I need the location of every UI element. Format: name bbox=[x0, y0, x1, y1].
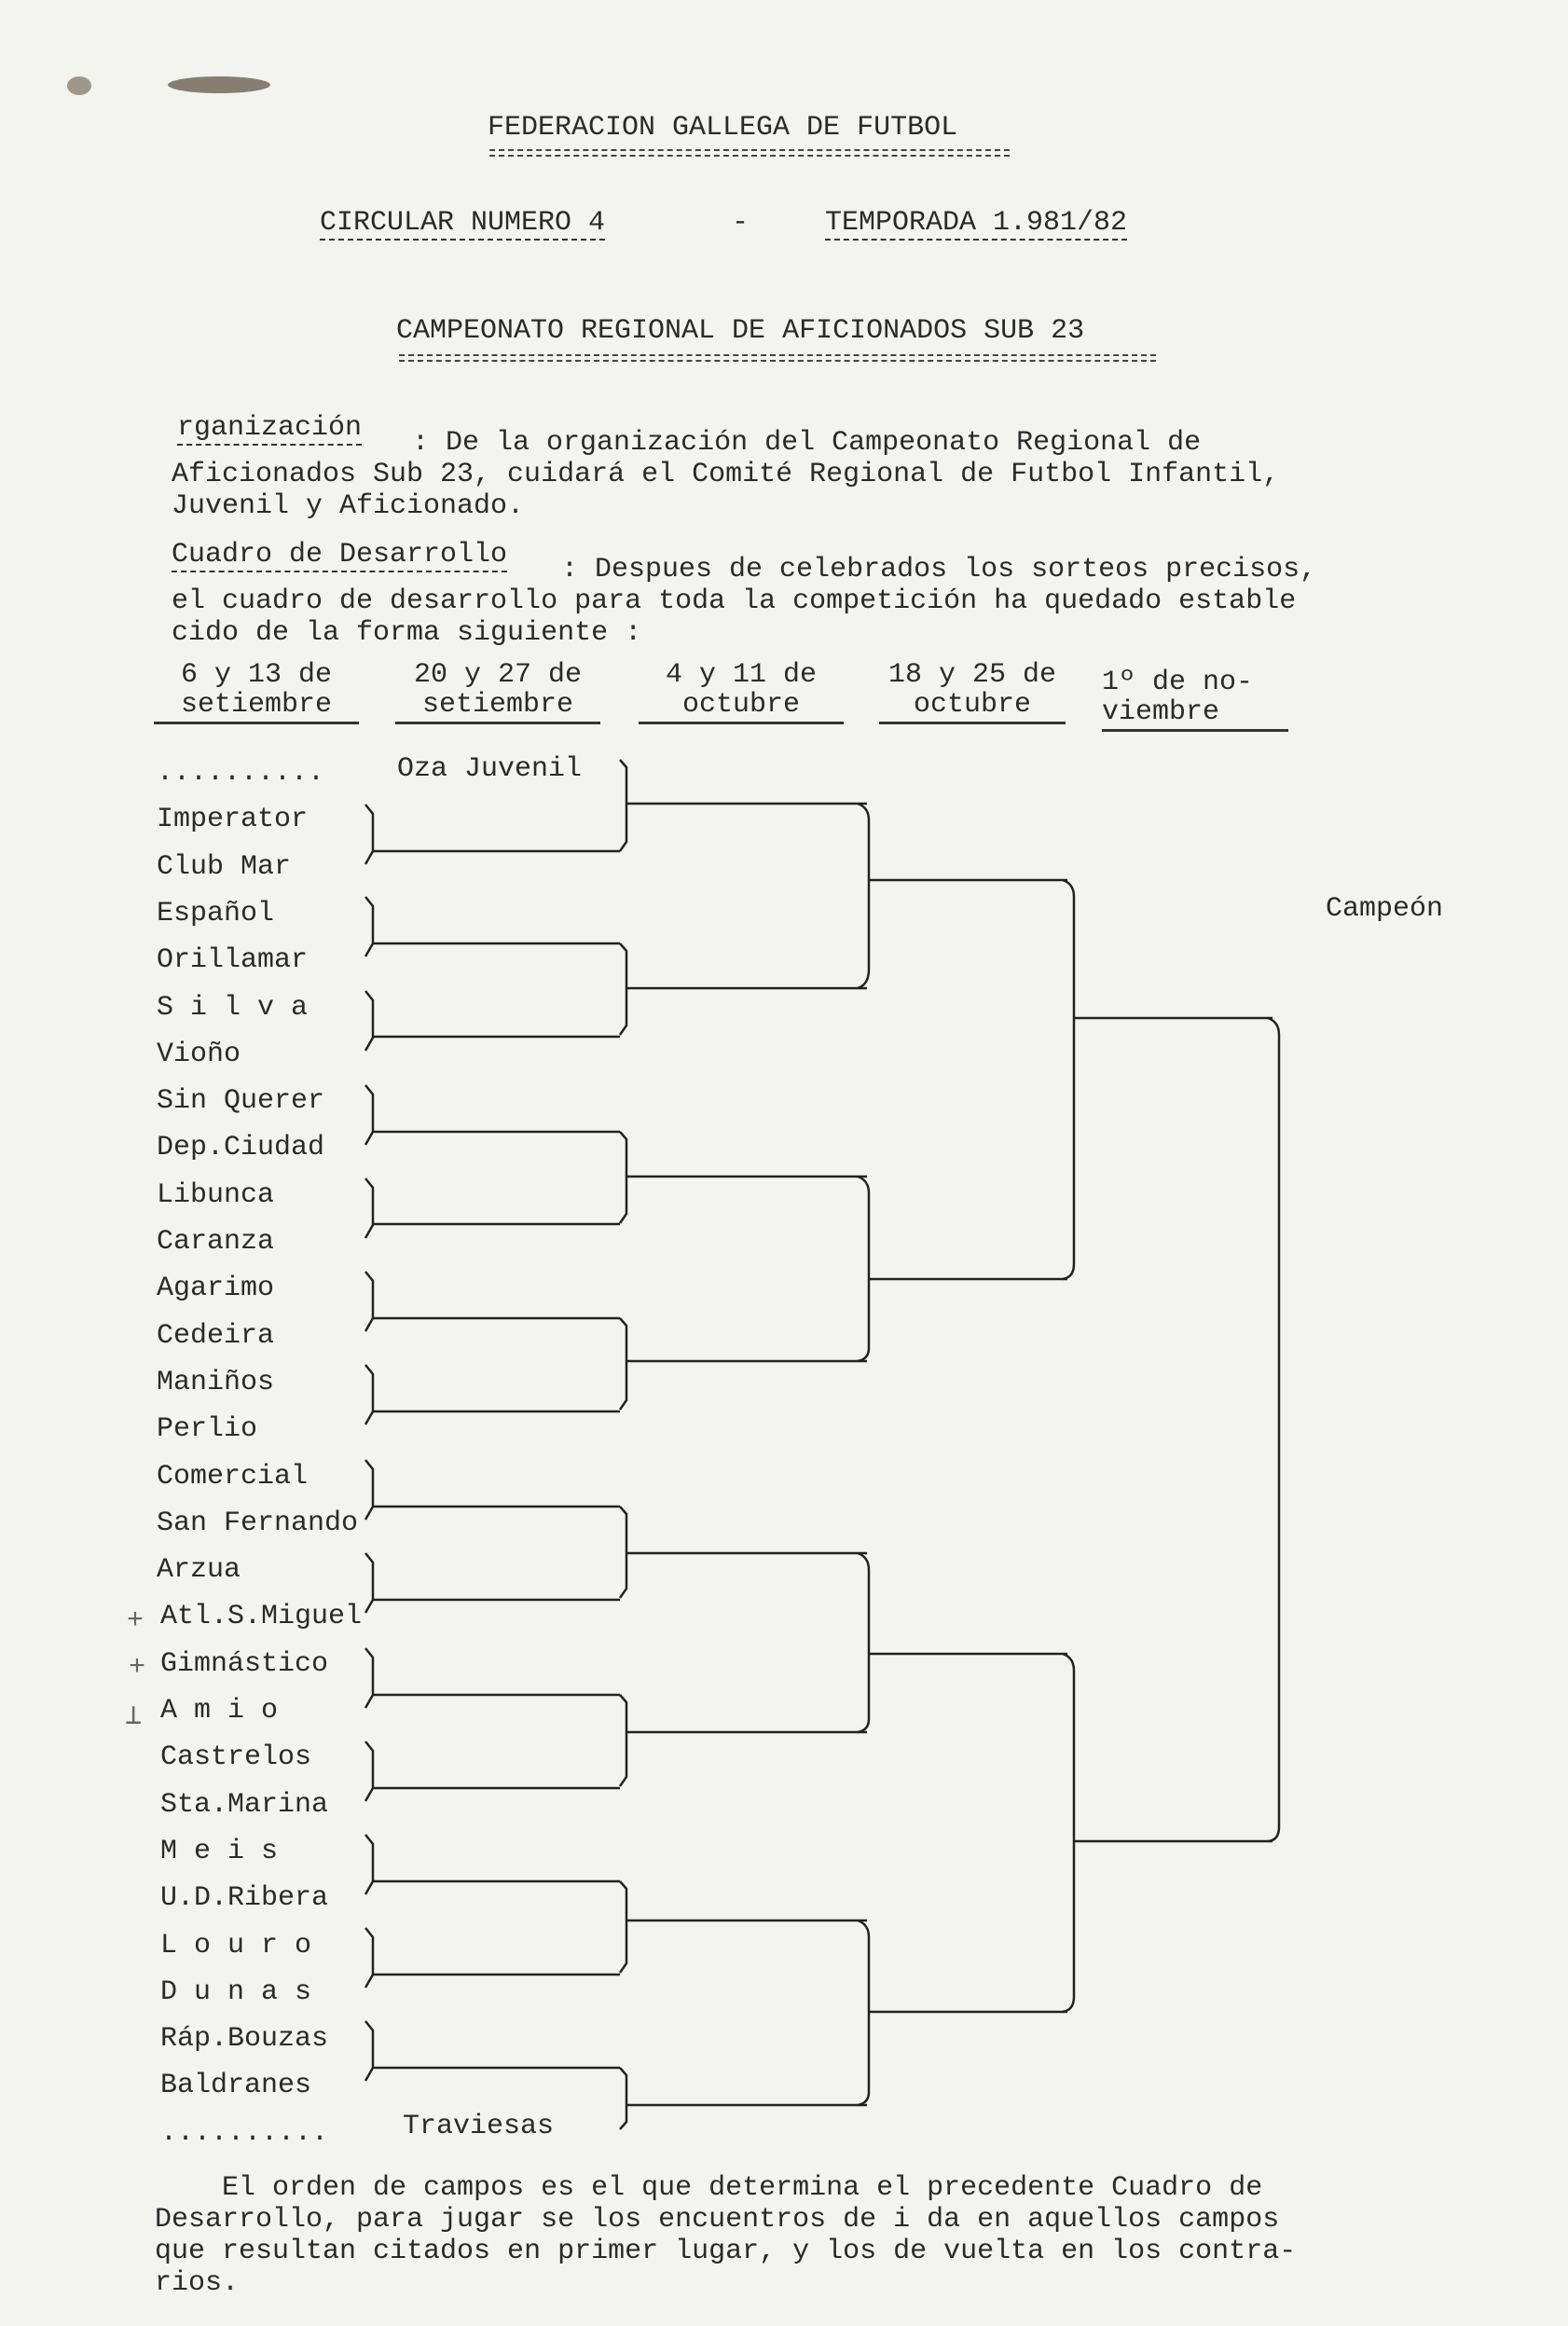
margin-mark: + bbox=[129, 1652, 146, 1684]
team-name: Comercial bbox=[157, 1461, 309, 1493]
connector bbox=[365, 897, 620, 957]
team-name: Club Mar bbox=[157, 851, 292, 883]
connector bbox=[365, 1272, 620, 1331]
team-name: Sin Querer bbox=[157, 1085, 325, 1117]
connector bbox=[365, 1460, 620, 1520]
team-name: Atl.S.Miguel bbox=[160, 1601, 363, 1632]
team-name: Cedeira bbox=[157, 1320, 275, 1352]
team-name: Español bbox=[157, 898, 275, 929]
connector bbox=[620, 1318, 867, 1410]
team-name: Gimnástico bbox=[160, 1648, 329, 1680]
connector bbox=[365, 1365, 620, 1425]
round-2-connectors bbox=[620, 760, 867, 2129]
connector bbox=[365, 1178, 620, 1238]
season-label: TEMPORADA 1.981/82 bbox=[825, 207, 1128, 239]
margin-mark: + bbox=[127, 1605, 144, 1637]
cuadro-label: Cuadro de Desarrollo bbox=[172, 539, 508, 571]
team-name: A m i o bbox=[160, 1695, 279, 1727]
connector bbox=[620, 1695, 867, 1786]
connector bbox=[858, 1920, 1067, 2105]
bye-team-bottom: Traviesas bbox=[403, 2111, 555, 2142]
connector bbox=[858, 1177, 1067, 1361]
team-name: Sta.Marina bbox=[160, 1789, 329, 1821]
connector bbox=[858, 1553, 1067, 1732]
team-name: D u n a s bbox=[160, 1976, 312, 2008]
round-3-connectors bbox=[858, 804, 1067, 2105]
connector bbox=[858, 804, 1067, 988]
team-name: Arzua bbox=[157, 1554, 241, 1586]
circular-number: CIRCULAR NUMERO 4 bbox=[320, 207, 606, 239]
team-name: Maniños bbox=[157, 1367, 275, 1398]
championship-title: CAMPEONATO REGIONAL DE AFICIONADOS SUB 23 bbox=[396, 315, 1085, 347]
federation-title: FEDERACION GALLEGA DE FUTBOL bbox=[488, 112, 958, 144]
round-5-date: 1º de no- viembre bbox=[1102, 668, 1288, 732]
round-4-date: 18 y 25 de octubre bbox=[879, 660, 1066, 724]
bye-placeholder: .......... bbox=[157, 757, 325, 789]
connector bbox=[365, 805, 620, 864]
connector bbox=[620, 943, 867, 1035]
connector bbox=[1063, 1654, 1272, 2012]
connector bbox=[620, 2068, 867, 2129]
team-name: Baldranes bbox=[160, 2070, 312, 2101]
footer-paragraph: El orden de campos es el que determina el precedente Cuadro de Desarrollo, para jugar se los encuentros de i da en aquellos campos que resultan citados en primer lugar, y los de vuelta en los contra- rios. bbox=[155, 2172, 1297, 2299]
team-name: Imperator bbox=[157, 804, 309, 835]
connector bbox=[1268, 1018, 1279, 1841]
connector bbox=[365, 1085, 620, 1145]
connector bbox=[620, 1132, 867, 1223]
team-name: Agarimo bbox=[157, 1273, 275, 1304]
team-name: Castrelos bbox=[160, 1741, 312, 1773]
team-name: S i l v a bbox=[157, 992, 309, 1024]
bye-placeholder: .......... bbox=[160, 2117, 329, 2149]
round-3-date: 4 y 11 de octubre bbox=[639, 660, 844, 724]
team-name: U.D.Ribera bbox=[160, 1882, 329, 1914]
connector bbox=[365, 2021, 620, 2081]
team-name: Vioño bbox=[157, 1039, 241, 1070]
champion-label: Campeón bbox=[1326, 893, 1444, 925]
organizacion-text: : De la organización del Campeonato Regional de Aficionados Sub 23, cuidará el Comité Regional de Futbol Infantil, Juvenil y Aficionado. bbox=[172, 427, 1280, 522]
header-dash: - bbox=[732, 207, 750, 239]
connector bbox=[365, 991, 620, 1051]
team-name: Perlio bbox=[157, 1413, 258, 1445]
team-name: Dep.Ciudad bbox=[157, 1132, 325, 1163]
round-2-date: 20 y 27 de setiembre bbox=[395, 660, 600, 724]
cuadro-text: : Despues de celebrados los sorteos precisos, el cuadro de desarrollo para toda la competición ha quedado estable cido de la forma siguiente : bbox=[172, 554, 1317, 649]
margin-mark: ⊥ bbox=[125, 1701, 143, 1733]
round-1-date: 6 y 13 de setiembre bbox=[154, 660, 359, 724]
organizacion-label: rganización bbox=[177, 412, 363, 444]
team-name: Orillamar bbox=[157, 944, 309, 976]
connector bbox=[365, 1928, 620, 1988]
connector bbox=[1063, 880, 1272, 1279]
team-name: M e i s bbox=[160, 1836, 279, 1867]
connector bbox=[365, 1741, 620, 1801]
connector bbox=[620, 1507, 867, 1598]
team-name: L o u r o bbox=[160, 1930, 312, 1961]
connector bbox=[365, 1648, 620, 1708]
team-name: Ráp.Bouzas bbox=[160, 2023, 329, 2055]
connector bbox=[365, 1553, 620, 1613]
connector bbox=[620, 760, 867, 851]
bye-team-top: Oza Juvenil bbox=[397, 753, 583, 785]
round-1-connectors bbox=[365, 805, 620, 2081]
round-4-connectors bbox=[1063, 880, 1272, 2012]
final-connector bbox=[1268, 1018, 1279, 1841]
team-name: San Fernando bbox=[157, 1507, 359, 1539]
team-name: Caranza bbox=[157, 1226, 275, 1258]
team-name: Libunca bbox=[157, 1179, 275, 1211]
connector bbox=[365, 1835, 620, 1894]
connector bbox=[620, 1881, 867, 1973]
